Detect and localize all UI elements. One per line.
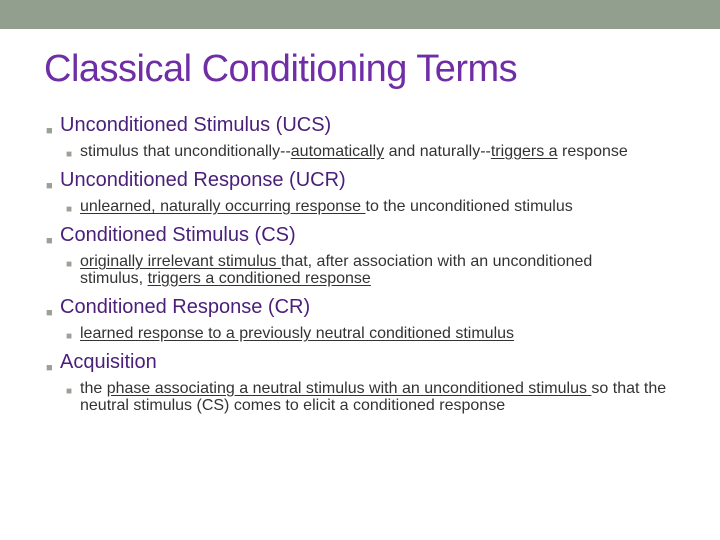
square-bullet-icon: ■ [66, 259, 73, 270]
bullet-list [44, 113, 704, 414]
term-item-cs [44, 223, 704, 287]
square-bullet-icon: ■ [66, 331, 73, 342]
term-label: Conditioned Stimulus (CS) [60, 224, 296, 246]
square-bullet-icon: ■ [66, 204, 73, 215]
term-definition [64, 253, 600, 287]
square-bullet-icon: ■ [46, 180, 53, 192]
term-item-ucs [44, 113, 704, 160]
term-definition [64, 325, 700, 342]
definition-text-underlined: triggers a [490, 143, 558, 160]
definition-text: so that the neutral stimulus (CS) comes to elicit a conditioned response [80, 380, 667, 414]
definition-text: stimulus that unconditionally-- [80, 143, 291, 160]
term-definition [64, 198, 700, 215]
term-item-ucr [44, 168, 704, 215]
term-definition [64, 380, 705, 414]
slide-title: Classical Conditioning Terms [44, 48, 518, 90]
square-bullet-icon: ■ [46, 307, 53, 319]
definition-text-underlined: automatically [290, 143, 385, 160]
square-bullet-icon: ■ [66, 149, 73, 160]
definition-text: response [557, 143, 628, 160]
definition-text-underlined: originally irrelevant stimulus [80, 253, 281, 270]
term-label: Conditioned Response (CR) [60, 296, 311, 318]
definition-text-underlined: triggers a conditioned response [147, 270, 371, 287]
top-accent-bar [0, 0, 720, 29]
definition-text: that, after association with an unconditioned stimulus, [80, 253, 593, 287]
definition-text-underlined: phase associating a neutral stimulus with an unconditioned stimulus [106, 380, 592, 397]
square-bullet-icon: ■ [46, 125, 53, 137]
definition-text: the [80, 380, 107, 397]
square-bullet-icon: ■ [46, 235, 53, 247]
definition-text: to the unconditioned stimulus [365, 198, 573, 215]
definition-text: and naturally-- [384, 143, 491, 160]
term-label: Unconditioned Response (UCR) [60, 169, 346, 191]
term-item-acquisition [44, 350, 704, 414]
square-bullet-icon: ■ [46, 362, 53, 374]
term-item-cr [44, 295, 704, 342]
definition-text-underlined: learned response to a previously neutral conditioned stimulus [80, 325, 515, 342]
definition-text-underlined: unlearned, naturally occurring response [80, 198, 366, 215]
square-bullet-icon: ■ [66, 386, 73, 397]
term-label: Acquisition [60, 351, 157, 373]
term-definition [64, 143, 680, 160]
term-label: Unconditioned Stimulus (UCS) [60, 114, 332, 136]
